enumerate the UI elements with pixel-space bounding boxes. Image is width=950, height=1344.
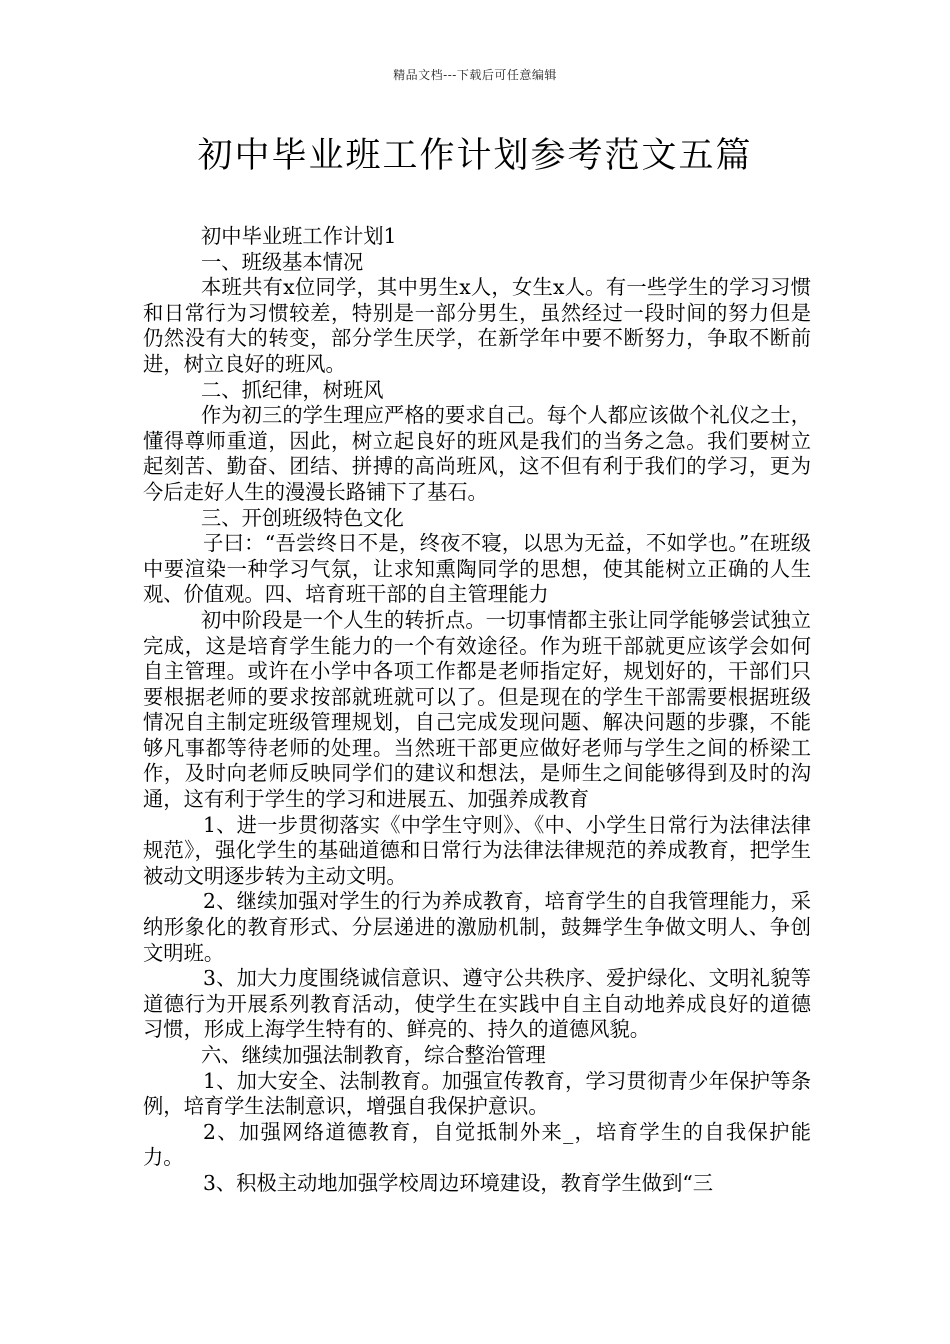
list-item: 2、加强网络道德教育，自觉抵制外来_，培育学生的自我保护能力。 — [143, 1119, 811, 1170]
body-paragraph: 初中阶段是一个人生的转折点。一切事情都主张让同学能够尝试独立完成，这是培育学生能力的一个有效途径。作为班干部就更应该学会如何自主管理。或许在小学中各项工作都是老师指定好，规划好的，干部们只要根据老师的要求按部就班就可以了。但是现在的学生干部需要根据班级情况自主制定班级管理规划，自己完成发现问题、解决问题的步骤，不能够凡事都等待老师的处理。当然班干部更应做好老师与学生之间的桥梁工作，及时向老师反映同学们的建议和想法，是师生之间能够得到及时的沟通，这有利于学生的学习和进展五、加强养成教育 — [143, 607, 811, 812]
list-item: 1、进一步贯彻落实《中学生守则》、《中、小学生日常行为法律法律规范》，强化学生的基础道德和日常行为法律法律规范的养成教育，把学生被动文明逐步转为主动文明。 — [143, 812, 811, 888]
subsection-heading: 一、班级基本情况 — [201, 249, 364, 274]
document-title: 初中毕业班工作计划参考范文五篇 — [197, 136, 753, 176]
document-body — [143, 224, 811, 1197]
subsection-heading: 六、继续加强法制教育，综合整治管理 — [201, 1043, 546, 1067]
list-item: 2、继续加强对学生的行为养成教育，培育学生的自我管理能力，采纳形象化的教育形式、分层递进的激励机制，鼓舞学生争做文明人、争创文明班。 — [143, 889, 811, 965]
section-heading: 初中毕业班工作计划1 — [201, 224, 397, 248]
page-header-note: 精品文档---下载后可任意编辑 — [393, 68, 557, 82]
subsection-heading: 二、抓纪律，树班风 — [201, 377, 384, 402]
list-item: 3、积极主动地加强学校周边环境建设，教育学生做到“三 — [203, 1170, 714, 1195]
body-paragraph: 作为初三的学生理应严格的要求自己。每个人都应该做个礼仪之士，懂得尊师重道，因此，树立起良好的班风是我们的当务之急。我们要树立起刻苦、勤奋、团结、拼搏的高尚班风，这不但有利于我们的学习，更为今后走好人生的漫漫长路铺下了基石。 — [143, 403, 811, 504]
body-paragraph: 本班共有x位同学，其中男生x人，女生x人。有一些学生的学习习惯和日常行为习惯较差，特别是一部分男生，虽然经过一段时间的努力但是仍然没有大的转变，部分学生厌学，在新学年中要不断努力，争取不断前进，树立良好的班风。 — [143, 275, 811, 376]
list-item: 3、加大力度围绕诚信意识、遵守公共秩序、爱护绿化、文明礼貌等道德行为开展系列教育活动，使学生在实践中自主自动地养成良好的道德习惯，形成上海学生特有的、鲜亮的、持久的道德风貌。 — [143, 966, 811, 1042]
body-paragraph: 子曰：“吾尝终日不是，终夜不寝，以思为无益，不如学也。”在班级中要渲染一种学习气氛，让求知熏陶同学的思想，使其能树立正确的人生观、价值观。四、培育班干部的自主管理能力 — [143, 531, 811, 607]
subsection-heading: 三、开创班级特色文化 — [201, 505, 404, 530]
list-item: 1、加大安全、法制教育。加强宣传教育，学习贯彻青少年保护等条例，培育学生法制意识，增强自我保护意识。 — [143, 1068, 811, 1119]
